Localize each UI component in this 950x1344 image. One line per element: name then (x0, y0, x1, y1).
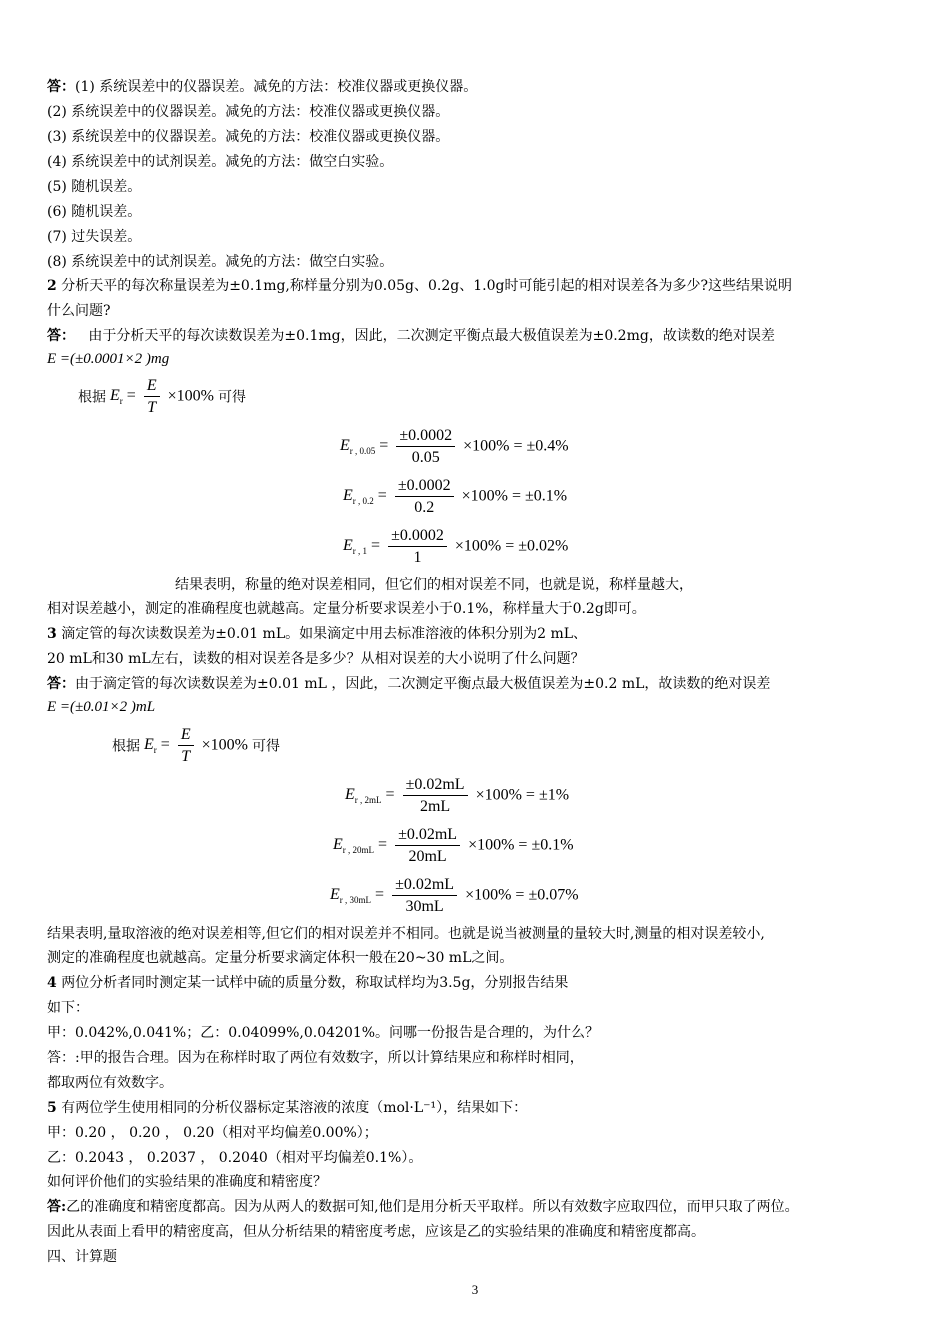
question-number: 5 (47, 1100, 57, 1116)
formula-subscript: r , 0.05 (349, 446, 376, 457)
formula-result: ×100% = ±0.02% (454, 537, 569, 555)
fraction (144, 376, 160, 417)
answer-label: 答： (47, 328, 75, 344)
formula-volume-20ml: $E_{r , 20mL}$ = $\frac{\pm 0.02mL}{20mL}$ ×100% = ±0.1% (333, 826, 574, 865)
question-5-line-1 (47, 1099, 527, 1117)
fraction-denominator: 0.05 (411, 449, 440, 466)
formula-subscript: r , 1 (352, 546, 368, 557)
formula-tail: ×100% (201, 736, 248, 754)
fraction-numerator: ±0.02mL (403, 775, 468, 796)
formula-subscript: r , 30mL (339, 895, 372, 906)
answer-label: 答： (47, 79, 75, 95)
question-number: 4 (47, 975, 57, 991)
answer-4-line-1: 答：:甲的报告合理。因为在称样时取了两位有效数字，所以计算结果应和称样时相同， (47, 1050, 584, 1066)
formula-subscript: r , 20mL (342, 845, 375, 856)
answer-4-line-2: 都取两位有效数字。 (47, 1075, 173, 1091)
formula-result: ×100% = ±0.4% (463, 437, 569, 455)
formula-text: E =(±0.01×2 )mL (47, 699, 156, 715)
answer-1-line-7: (7) 过失误差。 (47, 229, 142, 245)
answer-5-line-2: 因此从表面上看甲的精密度高，但从分析结果的精密度考虑，应该是乙的实验结果的准确度和精密度都高。 (47, 1224, 705, 1240)
formula-suffix: 可得 (217, 389, 246, 406)
fraction-numerator: ±0.0002 (395, 476, 454, 497)
fraction-numerator: E (146, 377, 157, 394)
page-number: 3 (471, 1282, 479, 1297)
formula-volume-30ml: $E_{r , 30mL}$ = $\frac{\pm 0.02mL}{30mL}$ ×100% = ±0.07% (330, 876, 579, 915)
relative-error-definition-3: 根据 $E_r$ = $\frac{E}{T}$ ×100% 可得 (112, 726, 280, 765)
formula-mass-0-2: $E_{r , 0.2}$ = $\frac{\pm 0.0002}{0.2}$ ×100% = ±0.1% (343, 477, 568, 516)
formula-symbol: E (343, 536, 353, 554)
formula-result: ×100% = ±1% (475, 786, 570, 804)
answer-5-line-1 (47, 1198, 799, 1216)
question-4-line-3: 甲：0.042%,0.041%；乙：0.04099%,0.04201%。问哪一份报告是合理的，为什么？ (47, 1025, 600, 1041)
fraction-denominator: 30mL (405, 898, 444, 915)
formula-result: ×100% = ±0.07% (465, 886, 579, 904)
fraction (395, 825, 460, 866)
answer-1-line-6: (6) 随机误差。 (47, 204, 142, 220)
answer-1-line-4: (4) 系统误差中的试剂误差。减免的方法：做空白实验。 (47, 154, 394, 170)
formula-symbol: E (343, 486, 353, 504)
fraction-denominator: 0.2 (414, 499, 435, 516)
formula-mass-1: $E_{r , 1}$ = $\frac{\pm 0.0002}{1}$ ×100% = ±0.02% (343, 527, 569, 566)
formula-tail: ×100% (167, 387, 214, 405)
relative-error-definition-2: 根据 $E_r$ = $\frac{E}{T}$ ×100% 可得 (78, 377, 246, 416)
formula-volume-2ml: $E_{r , 2mL}$ = $\frac{\pm 0.02mL}{2mL}$ ×100% = ±1% (345, 776, 570, 815)
question-5-line-4: 如何评价他们的实验结果的准确度和精密度？ (47, 1174, 327, 1190)
fraction-numerator: E (180, 726, 191, 743)
question-number: 3 (47, 626, 57, 642)
answer-1-line-3: (3) 系统误差中的仪器误差。减免的方法：校准仪器或更换仪器。 (47, 129, 450, 145)
conclusion-2-line-2: 相对误差越小，测定的准确程度也就越高。定量分析要求误差小于0.1%，称样量大于0.2g即可。 (47, 601, 646, 617)
answer-text: 由于分析天平的每次读数误差为±0.1mg，因此，二次测定平衡点最大极值误差为±0.2mg，故读数的绝对误差 (88, 328, 775, 344)
answer-text: (1) 系统误差中的仪器误差。减免的方法：校准仪器或更换仪器。 (75, 79, 478, 95)
answer-1-line-8: (8) 系统误差中的试剂误差。减免的方法：做空白实验。 (47, 254, 394, 270)
formula-result: ×100% = ±0.1% (468, 836, 574, 854)
conclusion-3-line-1: 结果表明,量取溶液的绝对误差相等,但它们的相对误差并不相同。也就是说当被测量的量较大时,测量的相对误差较小, (47, 926, 765, 942)
answer-1-line-1 (47, 78, 477, 96)
fraction-numerator: ±0.02mL (392, 875, 457, 896)
fraction (388, 526, 447, 567)
formula-subscript: r , 0.2 (352, 496, 374, 507)
question-4-line-1 (47, 974, 568, 992)
conclusion-2-line-1: 结果表明，称量的绝对误差相同，但它们的相对误差不同，也就是说，称样量越大， (175, 577, 693, 593)
fraction-numerator: ±0.0002 (388, 526, 447, 547)
fraction (178, 725, 194, 766)
question-2-line-2: 什么问题? (47, 303, 111, 319)
answer-text: 由于滴定管的每次读数误差为±0.01 mL ，因此，二次测定平衡点最大极值误差为±0.2 mL，故读数的绝对误差 (75, 676, 771, 692)
question-5-line-2: 甲：0.20 ， 0.20 ， 0.20（相对平均偏差0.00%）； (47, 1125, 378, 1141)
answer-text: 乙的准确度和精密度都高。因为从两人的数据可知,他们是用分析天平取样。所以有效数字应取四位，而甲只取了两位。 (66, 1199, 799, 1215)
formula-text: E =(±0.0001×2 )mg (47, 351, 170, 367)
formula-mass-0-05: $E_{r , 0.05}$ = $\frac{\pm 0.0002}{0.05}$ ×100% = ±0.4% (340, 427, 569, 466)
fraction-denominator: 20mL (408, 848, 447, 865)
fraction (395, 476, 454, 517)
fraction (403, 775, 468, 816)
formula-prefix: 根据 (112, 738, 140, 755)
formula-prefix: 根据 (78, 389, 106, 406)
question-5-line-3: 乙：0.2043 ， 0.2037 ， 0.2040（相对平均偏差0.1%）。 (47, 1150, 423, 1166)
formula-symbol: E (345, 785, 355, 803)
formula-symbol: E (340, 436, 350, 454)
question-4-line-2: 如下： (47, 1000, 89, 1016)
absolute-error-formula-2 (47, 350, 169, 368)
formula-symbol: E (110, 386, 120, 404)
formula-subscript: r (153, 745, 157, 756)
fraction-numerator: ±0.0002 (396, 426, 455, 447)
formula-result: ×100% = ±0.1% (461, 487, 568, 505)
fraction-numerator: ±0.02mL (395, 825, 460, 846)
question-text: 两位分析者同时测定某一试样中硫的质量分数，称取试样均为3.5g，分别报告结果 (61, 975, 569, 991)
formula-symbol: E (144, 735, 154, 753)
fraction-denominator: 2mL (419, 798, 451, 815)
formula-symbol: E (333, 835, 343, 853)
formula-suffix: 可得 (251, 738, 280, 755)
formula-subscript: r (119, 396, 123, 407)
fraction (392, 875, 457, 916)
question-text: 有两位学生使用相同的分析仪器标定某溶液的浓度（mol·L⁻¹），结果如下： (61, 1100, 528, 1116)
fraction-denominator: 1 (413, 549, 422, 566)
question-text: 分析天平的每次称量误差为±0.1mg,称样量分别为0.05g、0.2g、1.0g时可能引起的相对误差各为多少?这些结果说明 (61, 278, 792, 294)
question-number: 2 (47, 278, 57, 294)
answer-1-line-5: (5) 随机误差。 (47, 179, 142, 195)
absolute-error-formula-3 (47, 698, 155, 716)
question-text: 滴定管的每次读数误差为±0.01 mL。如果滴定中用去标准溶液的体积分别为2 mL、 (61, 626, 588, 642)
formula-symbol: E (330, 885, 340, 903)
answer-label: 答: (47, 1199, 67, 1215)
question-2-line-1 (47, 277, 792, 295)
answer-3-line-1 (47, 675, 770, 693)
answer-1-line-2: (2) 系统误差中的仪器误差。减免的方法：校准仪器或更换仪器。 (47, 104, 450, 120)
conclusion-3-line-2: 测定的准确程度也就越高。定量分析要求滴定体积一般在20~30 mL之间。 (47, 950, 514, 966)
answer-label: 答： (47, 676, 75, 692)
fraction-denominator: T (181, 748, 191, 765)
formula-subscript: r , 2mL (354, 795, 382, 806)
answer-2-line-1 (47, 327, 775, 345)
question-3-line-1 (47, 625, 587, 643)
fraction (396, 426, 455, 467)
fraction-denominator: T (147, 399, 157, 416)
question-3-line-2: 20 mL和30 mL左右，读数的相对误差各是多少？从相对误差的大小说明了什么问题？ (47, 651, 585, 667)
section-heading-calculation: 四、计算题 (47, 1249, 117, 1265)
